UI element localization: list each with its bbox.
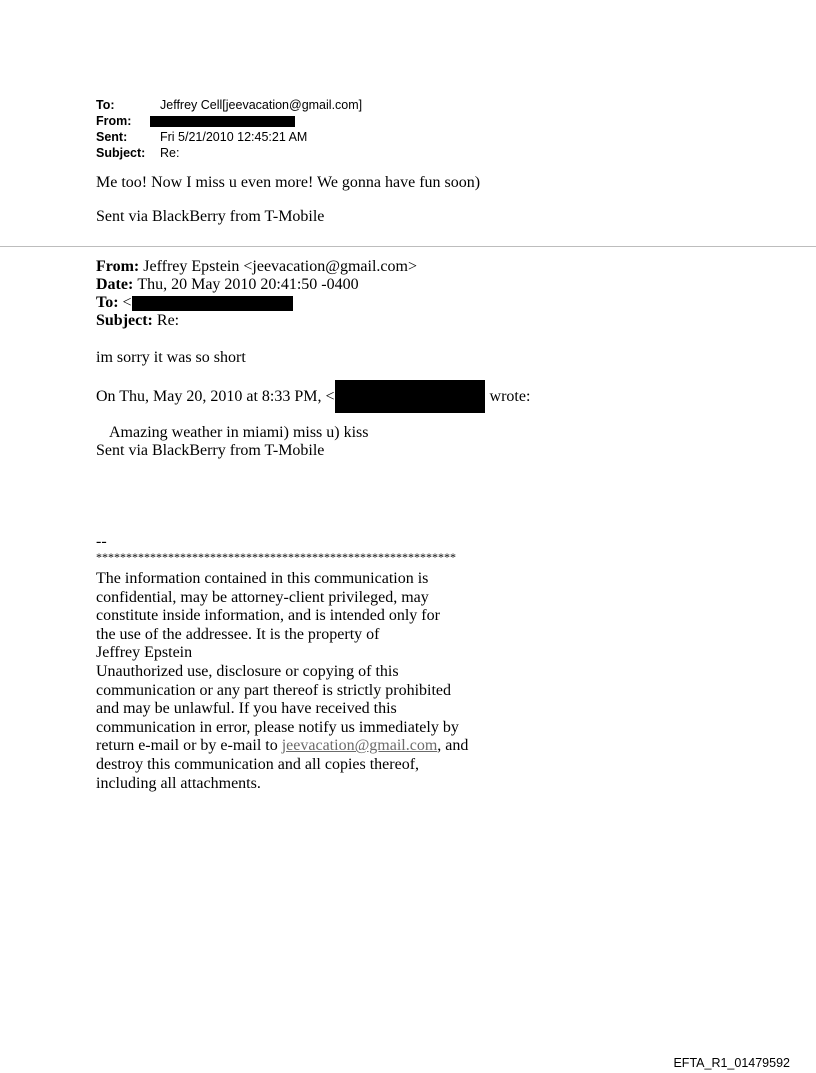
header-sent-row <box>96 129 362 145</box>
header-to-row <box>96 97 362 113</box>
quoted-header <box>96 258 417 330</box>
signature-separator: -- <box>96 533 107 550</box>
redaction-bar <box>150 116 295 127</box>
sent-value: Fri 5/21/2010 12:45:21 AM <box>160 130 308 144</box>
quoted-subject-row <box>96 312 417 330</box>
subject-value: Re: <box>160 146 180 160</box>
quoted-line: Amazing weather in miami) miss u) kiss <box>109 424 369 441</box>
quoted-subject-label: Subject: <box>96 312 153 329</box>
quote-attribution <box>96 380 530 413</box>
sent-label: Sent: <box>96 130 128 144</box>
quoted-from-value: Jeffrey Epstein <jeevacation@gmail.com> <box>143 258 417 275</box>
message-body: Me too! Now I miss u even more! We gonna have fun soon) <box>96 174 481 191</box>
notice-line: The information contained in this communication is <box>96 570 429 587</box>
quoted-to-row <box>96 294 417 312</box>
quoted-from-label: From: <box>96 258 140 275</box>
notice-line: and may be unlawful. If you have received this <box>96 700 397 718</box>
quoted-subject-value: Re: <box>156 312 180 329</box>
notice-line: including all attachments. <box>96 774 261 792</box>
quoted-date-value: Thu, 20 May 2010 20:41:50 -0400 <box>137 276 359 293</box>
divider <box>0 246 816 247</box>
quoted-original <box>96 424 369 460</box>
message-signature: Sent via BlackBerry from T-Mobile <box>96 208 325 225</box>
asterisk-rule: ************************************************************ <box>96 550 456 564</box>
notice-line-return <box>96 737 496 756</box>
return-prefix: return e-mail or by e-mail to <box>96 737 282 755</box>
quote-attribution-prefix: On Thu, May 20, 2010 at 8:33 PM, < <box>96 387 335 405</box>
notice-line: constitute inside information, and is intended only for <box>96 607 440 625</box>
quoted-from-row <box>96 258 417 276</box>
to-label: To: <box>96 98 115 112</box>
notice-line: confidential, may be attorney-client privileged, may <box>96 588 429 606</box>
quoted-to-label: To: <box>96 294 119 311</box>
redaction-bar <box>335 380 485 413</box>
to-value: Jeffrey Cell[jeevacation@gmail.com] <box>160 98 363 112</box>
quoted-signature: Sent via BlackBerry from T-Mobile <box>96 442 325 459</box>
notice-line: destroy this communication and all copies thereof, <box>96 755 420 773</box>
notice-line: Jeffrey Epstein <box>96 644 193 662</box>
header-subject-row <box>96 145 362 161</box>
document-id: EFTA_R1_01479592 <box>673 1056 790 1070</box>
redaction-bar <box>132 296 293 311</box>
header-from-row <box>96 113 362 129</box>
confidentiality-notice <box>96 570 496 793</box>
from-label: From: <box>96 114 132 128</box>
quoted-to-value: < <box>122 294 132 311</box>
quoted-body: im sorry it was so short <box>96 349 246 366</box>
email-header <box>96 97 362 161</box>
return-suffix: , and <box>437 737 469 755</box>
subject-label: Subject: <box>96 146 146 160</box>
quote-attribution-suffix: wrote: <box>489 387 531 405</box>
notice-line: communication or any part thereof is strictly prohibited <box>96 681 452 699</box>
quoted-date-label: Date: <box>96 276 134 293</box>
notice-line: Unauthorized use, disclosure or copying of this <box>96 662 399 680</box>
quoted-date-row <box>96 276 417 294</box>
email-link[interactable]: jeevacation@gmail.com <box>281 737 438 755</box>
notice-line: the use of the addressee. It is the property of <box>96 625 380 643</box>
notice-line: communication in error, please notify us immediately by <box>96 718 459 736</box>
